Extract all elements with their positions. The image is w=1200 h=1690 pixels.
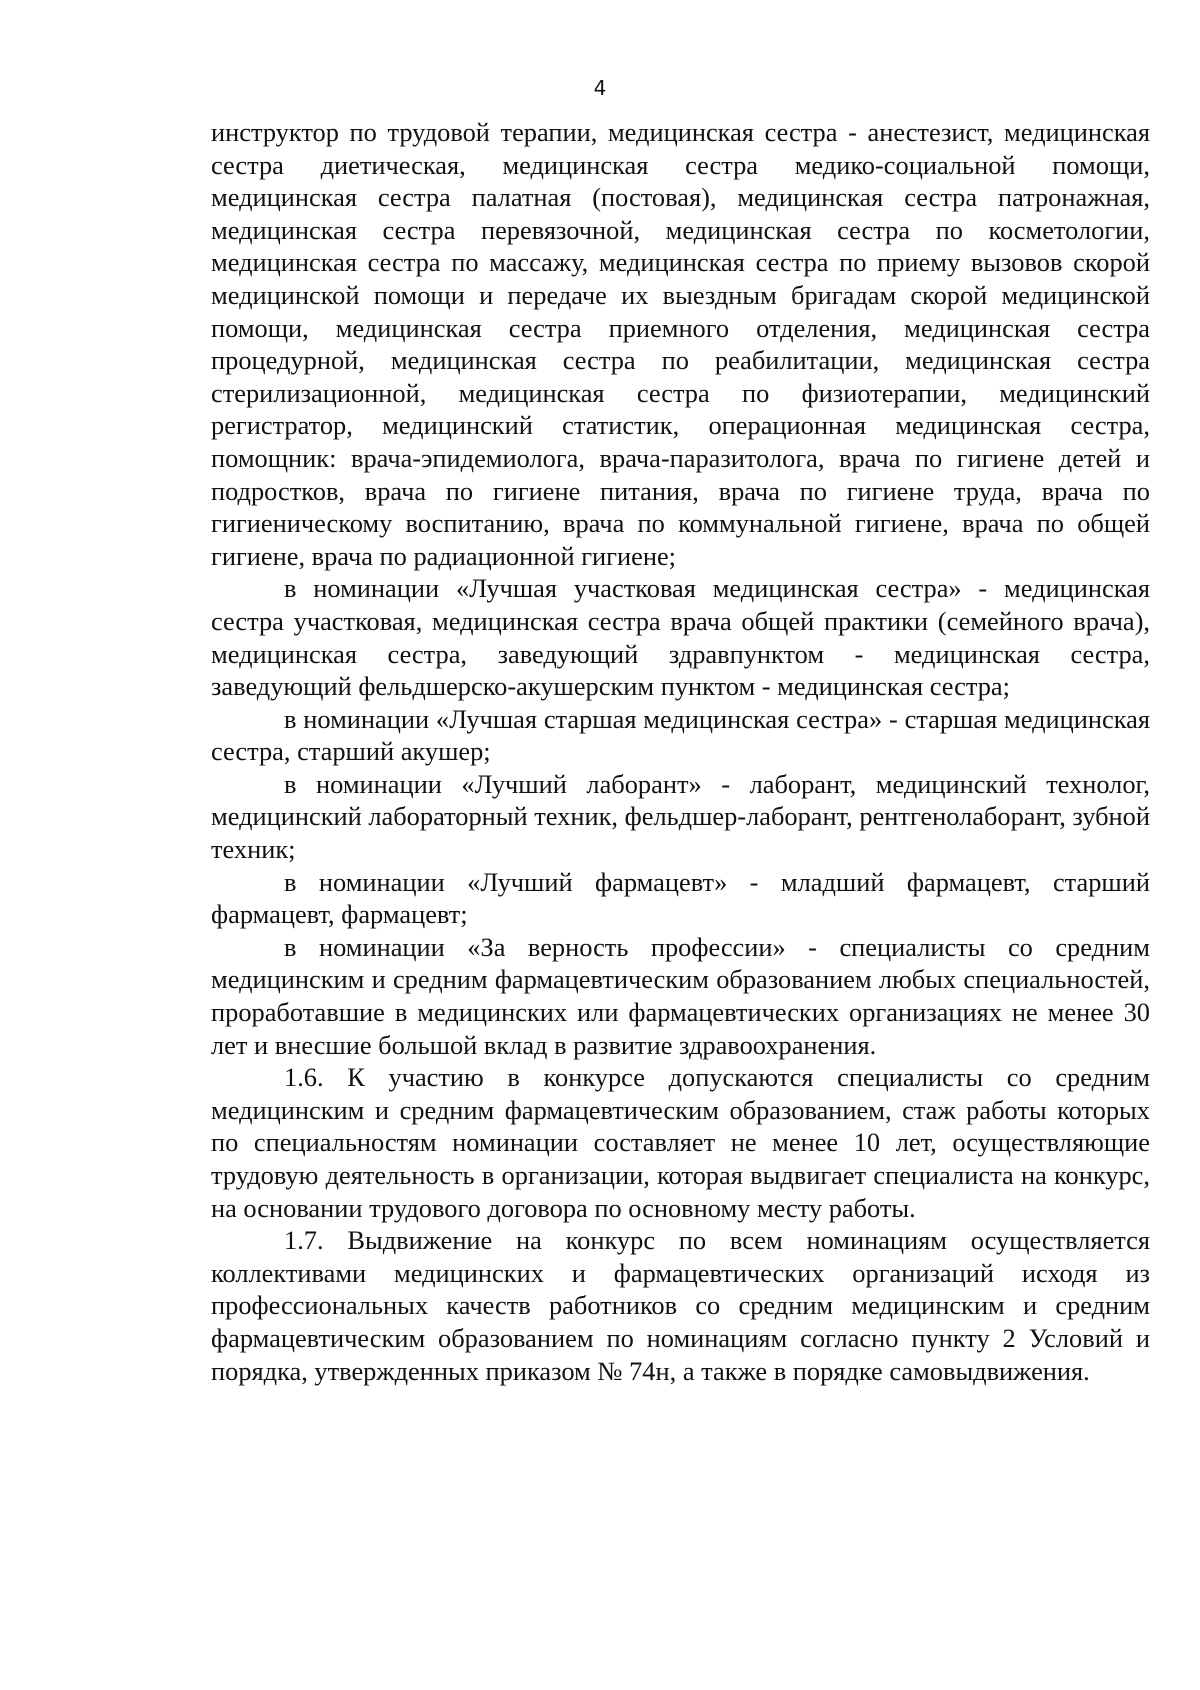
page-number: 4 <box>593 76 607 100</box>
paragraph-best-district-nurse: в номинации «Лучшая участковая медицинская сестра» - медицинская сестра участковая, медицинская сестра врача общей практики (семейного врача), медицинская сестра, заведующий здравпунктом - медицинская сестра, заведующий фельдшерско-акушерским пунктом - медицинская сестра; <box>211 573 1150 702</box>
paragraph-best-head-nurse: в номинации «Лучшая старшая медицинская сестра» - старшая медицинская сестра, старший акушер; <box>211 703 1150 767</box>
paragraph-loyalty-to-profession: в номинации «За верность профессии» - специалисты со средним медицинским и средним фармацевтическим образованием любых специальностей, проработавшие в медицинских или фармацевтических организациях не менее 30 лет и внесшие большой вклад в развитие здравоохранения. <box>211 931 1150 1060</box>
document-body <box>211 116 1150 1387</box>
paragraph-position-list-continuation: инструктор по трудовой терапии, медицинская сестра - анестезист, медицинская сестра диетическая, медицинская сестра медико-социальной помощи, медицинская сестра палатная (постовая), медицинская сестра патронажная, медицинская сестра перевязочной, медицинская сестра по косметологии, медицинская сестра по массажу, медицинская сестра по приему вызовов скорой медицинской помощи и передаче их выездным бригадам скорой медицинской помощи, медицинская сестра приемного отделения, медицинская сестра процедурной, медицинская сестра по реабилитации, медицинская сестра стерилизационной, медицинская сестра по физиотерапии, медицинский регистратор, медицинский статистик, операционная медицинская сестра, помощник: врача-эпидемиолога, врача-паразитолога, врача по гигиене детей и подростков, врача по гигиене питания, врача по гигиене труда, врача по гигиеническому воспитанию, врача по коммунальной гигиене, врача по общей гигиене, врача по радиационной гигиене; <box>211 117 1150 571</box>
paragraph-best-pharmacist: в номинации «Лучший фармацевт» - младший фармацевт, старший фармацевт, фармацевт; <box>211 866 1150 930</box>
paragraph-section-1-6: 1.6. К участию в конкурсе допускаются специалисты со средним медицинским и средним фармацевтическим образованием, стаж работы которых по специальностям номинации составляет не менее 10 лет, осуществляющие трудовую деятельность в организации, которая выдвигает специалиста на конкурс, на основании трудового договора по основному месту работы. <box>211 1062 1150 1223</box>
paragraph-best-lab-assistant: в номинации «Лучший лаборант» - лаборант, медицинский технолог, медицинский лабораторный техник, фельдшер-лаборант, рентгенолаборант, зубной техник; <box>211 768 1150 865</box>
paragraph-section-1-7: 1.7. Выдвижение на конкурс по всем номинациям осуществляется коллективами медицинских и фармацевтических организаций исходя из профессиональных качеств работников со средним медицинским и средним фармацевтическим образованием по номинациям согласно пункту 2 Условий и порядка, утвержденных приказом № 74н, а также в порядке самовыдвижения. <box>211 1225 1150 1386</box>
